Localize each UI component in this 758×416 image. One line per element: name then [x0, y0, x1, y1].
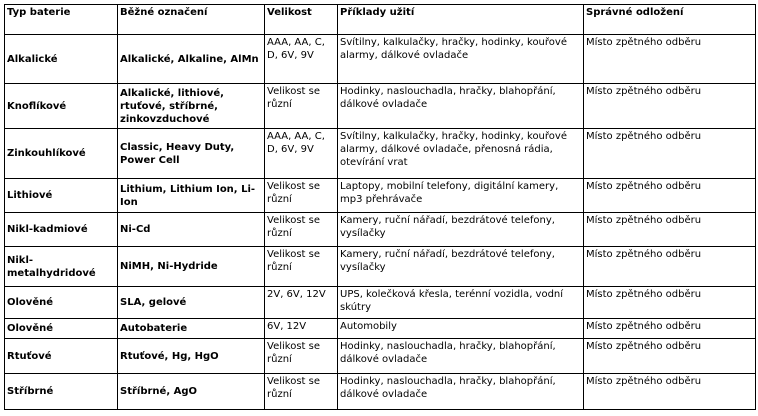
- disposal-cell: Místo zpětného odběru: [584, 129, 756, 179]
- type-cell: Olověné: [5, 287, 118, 319]
- header-type: Typ baterie: [5, 5, 118, 35]
- table-row: [5, 374, 756, 410]
- type-cell: Stříbrné: [5, 374, 118, 410]
- uses-cell: Svítilny, kalkulačky, hračky, hodinky, kouřové alarmy, dálkové ovladače: [338, 35, 584, 84]
- size-cell: Velikost se různí: [265, 179, 338, 213]
- type-cell: Olověné: [5, 319, 118, 339]
- battery-table: [4, 4, 756, 410]
- table-header-row: [5, 5, 756, 35]
- table-row: [5, 35, 756, 84]
- uses-cell: Laptopy, mobilní telefony, digitální kamery, mp3 přehrávače: [338, 179, 584, 213]
- type-cell: Rtuťové: [5, 339, 118, 374]
- header-disposal: Správné odložení: [584, 5, 756, 35]
- size-cell: Velikost se různí: [265, 374, 338, 410]
- header-uses: Příklady užití: [338, 5, 584, 35]
- type-cell: Zinkouhlíkové: [5, 129, 118, 179]
- names-cell: Alkalické, Alkaline, AlMn: [118, 35, 265, 84]
- type-cell: Alkalické: [5, 35, 118, 84]
- size-cell: AAA, AA, C, D, 6V, 9V: [265, 35, 338, 84]
- table-row: [5, 319, 756, 339]
- names-cell: Ni-Cd: [118, 213, 265, 247]
- table-row: [5, 339, 756, 374]
- uses-cell: Svítilny, kalkulačky, hračky, hodinky, kouřové alarmy, dálkové ovladače, přenosná rádia, otevírání vrat: [338, 129, 584, 179]
- type-cell: Knoflíkové: [5, 84, 118, 129]
- disposal-cell: Místo zpětného odběru: [584, 84, 756, 129]
- names-cell: Lithium, Lithium Ion, Li-Ion: [118, 179, 265, 213]
- type-cell: Nikl-metalhydridové: [5, 247, 118, 287]
- uses-cell: UPS, kolečková křesla, terénní vozidla, vodní skútry: [338, 287, 584, 319]
- size-cell: AAA, AA, C, D, 6V, 9V: [265, 129, 338, 179]
- type-cell: Lithiové: [5, 179, 118, 213]
- size-cell: Velikost se různí: [265, 213, 338, 247]
- uses-cell: Kamery, ruční nářadí, bezdrátové telefony, vysílačky: [338, 213, 584, 247]
- disposal-cell: Místo zpětného odběru: [584, 374, 756, 410]
- table-row: [5, 179, 756, 213]
- uses-cell: Automobily: [338, 319, 584, 339]
- disposal-cell: Místo zpětného odběru: [584, 339, 756, 374]
- uses-cell: Kamery, ruční nářadí, bezdrátové telefony, vysílačky: [338, 247, 584, 287]
- disposal-cell: Místo zpětného odběru: [584, 287, 756, 319]
- size-cell: Velikost se různí: [265, 247, 338, 287]
- uses-cell: Hodinky, naslouchadla, hračky, blahopřání, dálkové ovladače: [338, 374, 584, 410]
- names-cell: Alkalické, lithiové, rtuťové, stříbrné, zinkovzduchové: [118, 84, 265, 129]
- disposal-cell: Místo zpětného odběru: [584, 247, 756, 287]
- uses-cell: Hodinky, naslouchadla, hračky, blahopřání, dálkové ovladače: [338, 84, 584, 129]
- type-cell: Nikl-kadmiové: [5, 213, 118, 247]
- disposal-cell: Místo zpětného odběru: [584, 179, 756, 213]
- table-row: [5, 247, 756, 287]
- names-cell: SLA, gelové: [118, 287, 265, 319]
- uses-cell: Hodinky, naslouchadla, hračky, blahopřání, dálkové ovladače: [338, 339, 584, 374]
- header-size: Velikost: [265, 5, 338, 35]
- size-cell: 2V, 6V, 12V: [265, 287, 338, 319]
- table-row: [5, 287, 756, 319]
- disposal-cell: Místo zpětného odběru: [584, 319, 756, 339]
- names-cell: Autobaterie: [118, 319, 265, 339]
- disposal-cell: Místo zpětného odběru: [584, 35, 756, 84]
- table-body: [5, 35, 756, 410]
- names-cell: Classic, Heavy Duty, Power Cell: [118, 129, 265, 179]
- header-names: Běžné označení: [118, 5, 265, 35]
- names-cell: Stříbrné, AgO: [118, 374, 265, 410]
- table-row: [5, 84, 756, 129]
- size-cell: 6V, 12V: [265, 319, 338, 339]
- size-cell: Velikost se různí: [265, 339, 338, 374]
- names-cell: NiMH, Ni-Hydride: [118, 247, 265, 287]
- disposal-cell: Místo zpětného odběru: [584, 213, 756, 247]
- size-cell: Velikost se různí: [265, 84, 338, 129]
- table-row: [5, 129, 756, 179]
- table-row: [5, 213, 756, 247]
- names-cell: Rtuťové, Hg, HgO: [118, 339, 265, 374]
